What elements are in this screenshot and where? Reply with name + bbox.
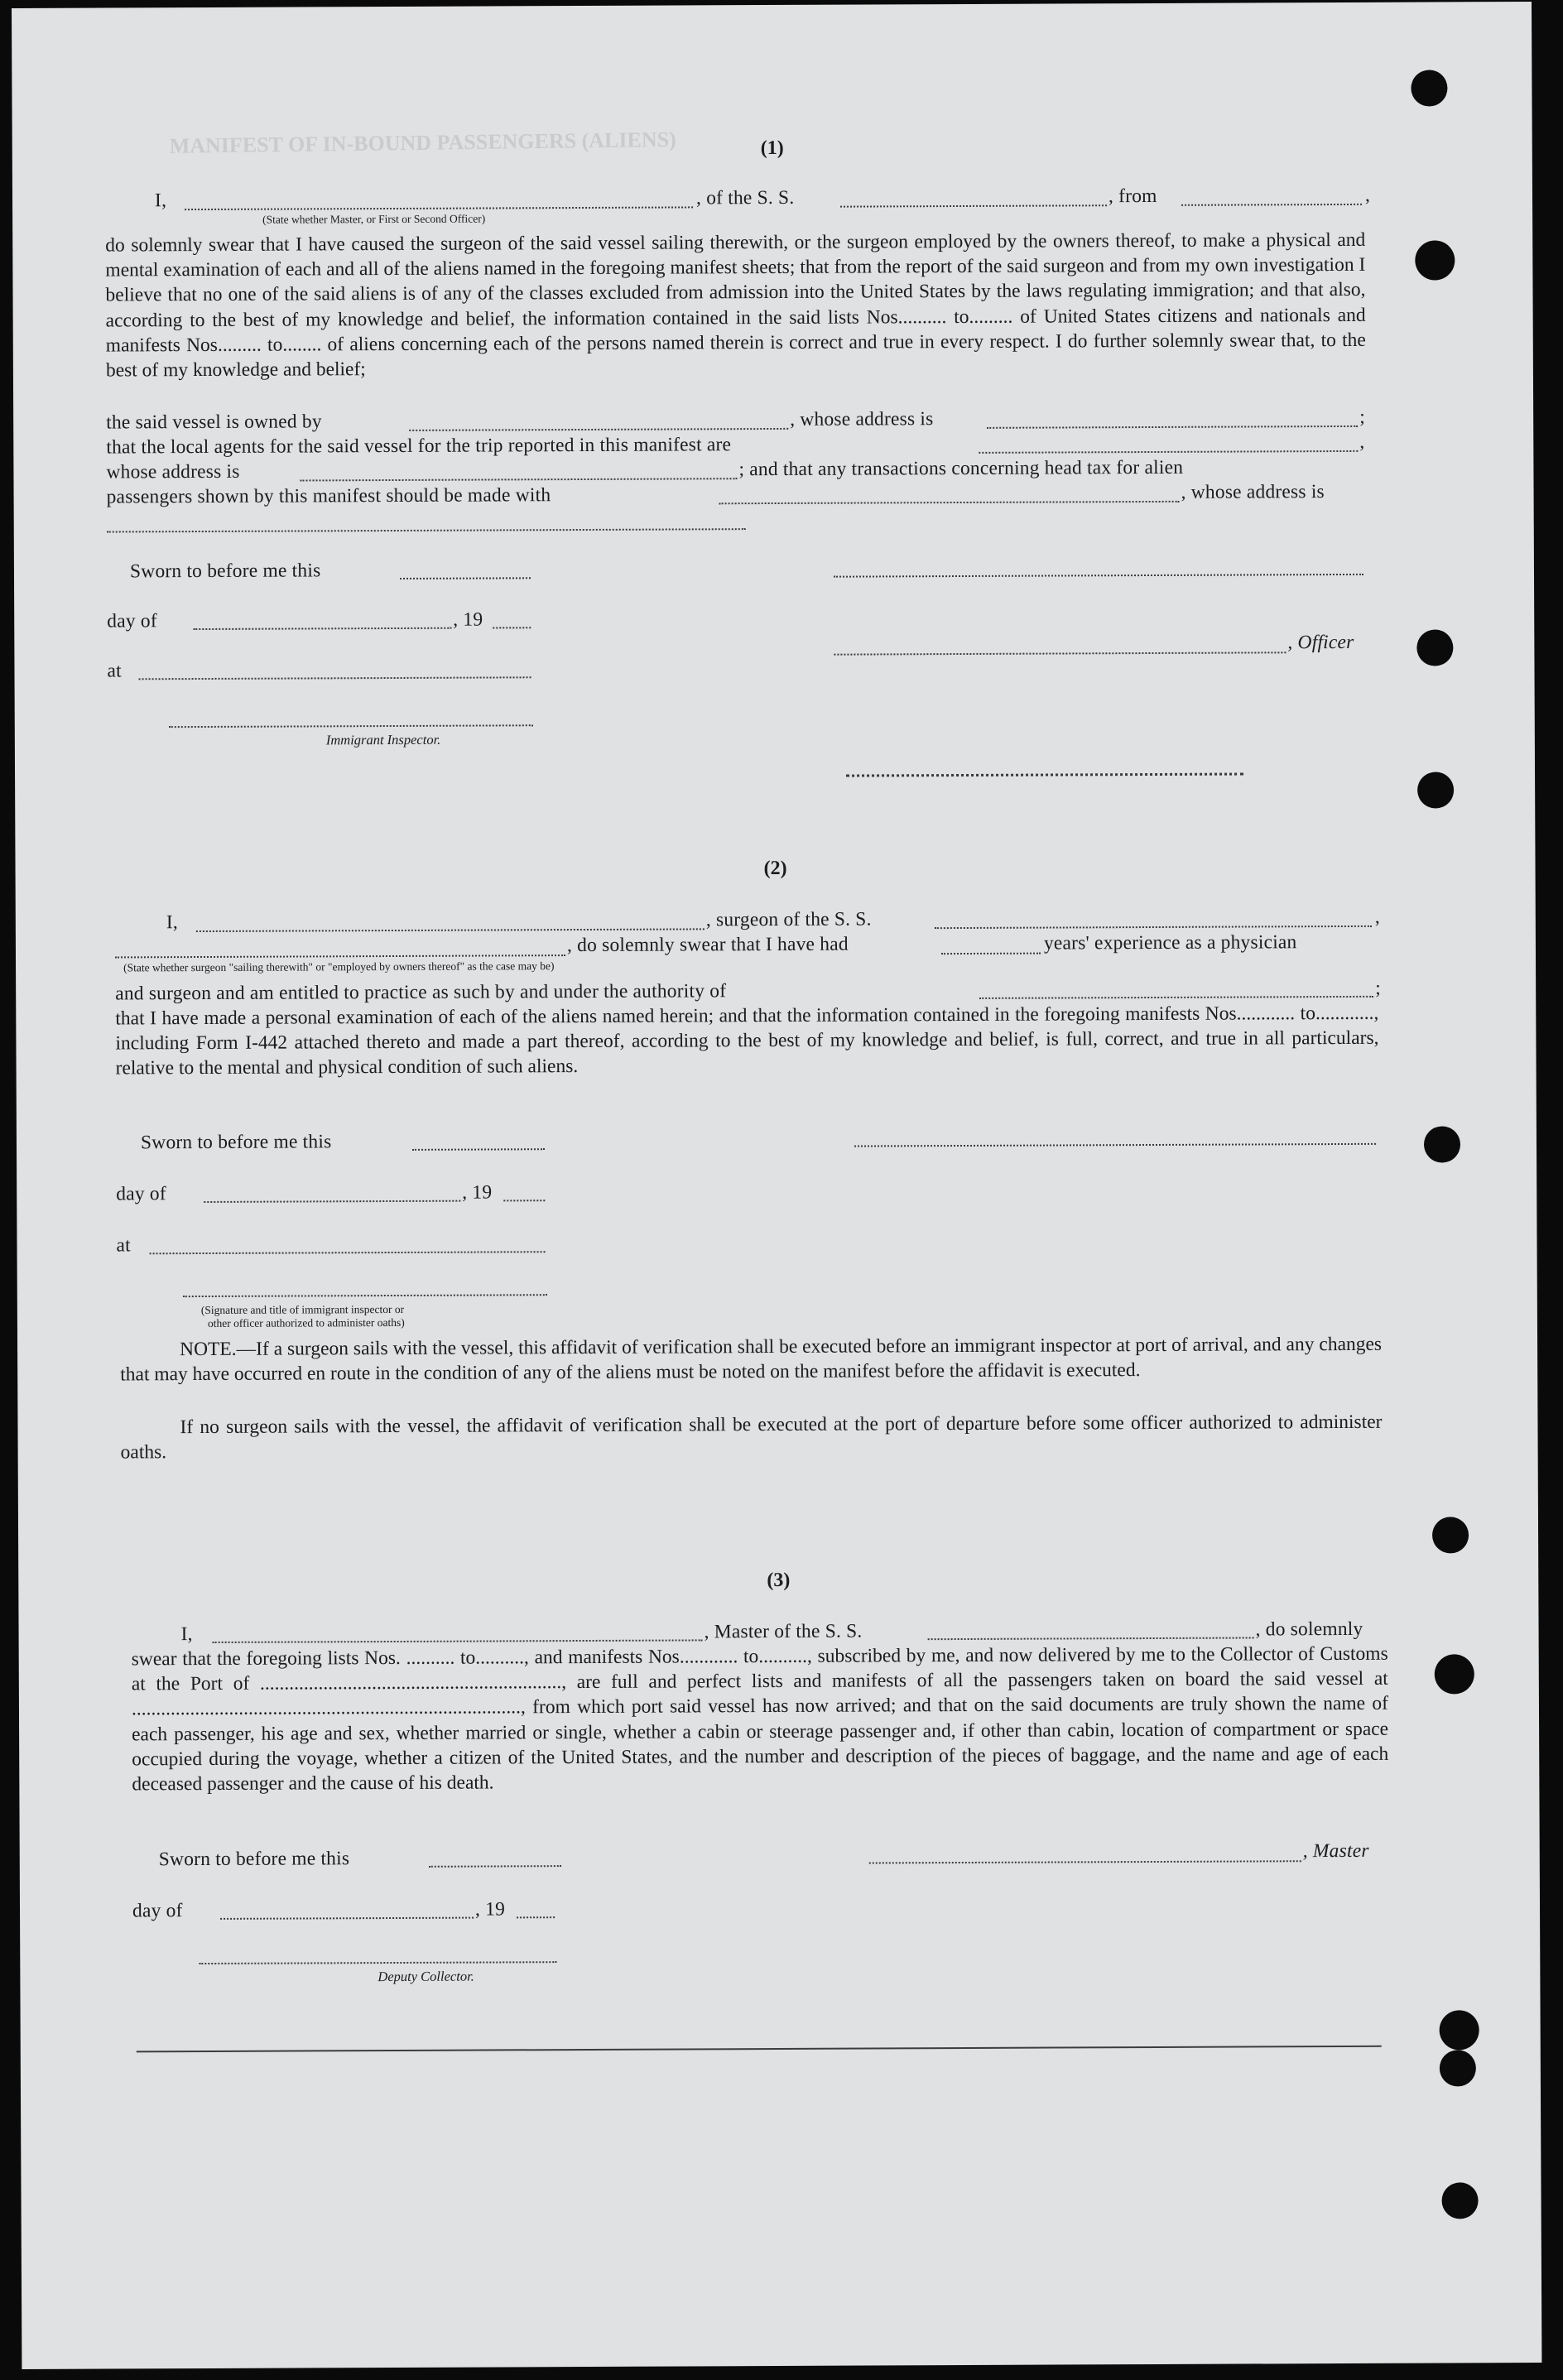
punch-hole [1440,2010,1479,2050]
s1-agents-address-field[interactable] [300,478,737,481]
s1-headtax-text: ; and that any transactions concerning head tax for alien [738,456,1184,481]
s2-line2-swear: , do solemnly swear that I have had [566,933,849,957]
s3-sworn-date-field[interactable] [429,1865,561,1868]
s1-owner-address-field[interactable] [987,426,1358,429]
s1-owned-label: the said vessel is owned by [106,411,322,434]
s1-whose-label: whose address is [106,460,240,483]
s2-line1-comma: , [1374,906,1380,928]
s3-sworn-label: Sworn to before me this [158,1848,350,1871]
s1-inspector-label: Immigrant Inspector. [325,731,441,748]
s3-deputy-label: Deputy Collector. [378,1968,474,1985]
s2-paragraph: that I have made a personal examination of each of the aliens named herein; and that the information contained in the foregoing manifests Nos............ to............, including Form I-442 attached thereto and made a part thereof, according to the best of my knowledge and belief, is full, correct, and true in all particulars, relative to the mental and physical condition of such aliens. [115,1002,1379,1079]
s1-vessel-name-field[interactable] [840,204,1107,207]
s3-vessel-field[interactable] [928,1637,1254,1640]
s1-year-field[interactable] [493,627,531,628]
s2-signature-line[interactable] [854,1143,1376,1147]
s1-at-field[interactable] [139,676,531,680]
s1-owned-address: , whose address is [790,408,934,430]
s2-authority-text: and surgeon and am entitled to practice as such by and under the authority of [115,980,727,1005]
s1-officer-label: , Officer [1287,631,1354,654]
document-sheet [12,2,1541,2369]
s2-at-label: at [116,1234,131,1257]
s2-sig-note-2: other officer authorized to administer oaths) [207,1315,405,1329]
s3-deputy-line[interactable] [199,1961,556,1964]
s1-officer-signature-line[interactable] [834,651,1286,655]
s1-headtax-party-field[interactable] [719,501,1180,504]
section-3-heading: (3) [767,1569,791,1592]
s1-owned-semicolon: ; [1359,406,1365,428]
s2-note-paragraph-2: If no surgeon sails with the vessel, the affidavit of verification shall be executed at the port of departure before some officer authorized to administer oaths. [120,1411,1383,1464]
s2-year-field[interactable] [503,1200,545,1201]
s3-line1-i: I, [180,1623,193,1646]
s2-surgeon-type-field[interactable] [115,954,565,958]
s3-line1-ss: , Master of the S. S. [704,1620,863,1643]
s2-note-paragraph: NOTE.—If a surgeon sails with the vessel, this affidavit of verification shall be executed before an immigrant inspector at port of arrival, and any changes that may have occurred en route in the condition of any of the aliens must be noted on the manifest before the affidavit is executed. [120,1333,1383,1386]
s1-officer-name-field[interactable] [185,206,693,210]
section-1-heading: (1) [760,137,784,160]
s2-sworn-date-field[interactable] [412,1148,545,1151]
s1-day-label: day of [107,610,157,632]
s1-officer-note: (State whether Master, or First or Second Officer) [262,212,486,226]
s1-from-port-field[interactable] [1181,204,1362,206]
s1-line1-comma: , [1364,184,1371,206]
s1-agents-field[interactable] [979,450,1358,454]
s2-years-field[interactable] [941,953,1041,955]
punch-hole [1432,1517,1469,1553]
s2-line2-years: years' experience as a physician [1043,931,1297,954]
s1-owner-field[interactable] [409,428,788,431]
s1-line1-i: I, [154,190,167,212]
s3-year-field[interactable] [517,1916,555,1918]
s2-year-label: , 19 [462,1181,493,1204]
punch-hole [1441,2182,1478,2219]
s1-headtax-address-field[interactable] [107,528,746,532]
s1-line1-from: , from [1108,185,1157,208]
s2-line1-i: I, [166,911,178,934]
punch-hole [1417,772,1454,808]
s2-line1-ss: , surgeon of the S. S. [705,908,872,931]
s1-year-label: , 19 [453,608,483,631]
s1-inspector-line[interactable] [169,724,533,728]
s1-day-field[interactable] [193,627,451,630]
s3-master-label: , Master [1302,1839,1369,1863]
punch-hole [1411,70,1447,106]
s2-sig-note-1: (Signature and title of immigrant inspector or [200,1302,405,1317]
s2-vessel-field[interactable] [935,926,1372,929]
section-2-heading: (2) [763,857,787,880]
s3-master-signature-line[interactable] [869,1860,1301,1863]
s2-surgeon-name-field[interactable] [196,928,705,932]
s2-day-label: day of [116,1183,166,1205]
s1-sworn-date-field[interactable] [400,577,531,579]
s1-paragraph: do solemnly swear that I have caused the surgeon of the said vessel sailing therewith, or the surgeon employed by the owners thereof, to make a physical and mental examination of each and all of the aliens named in the foregoing manifest sheets; that from the report of the said surgeon and from my own investigation I believe that no one of the said aliens is of any of the classes excluded from admission into the United States by the laws regulating immigration; and that also, according to the best of my knowledge and belief, the information contained in the said lists Nos.......... to......... of United States citizens and nationals and manifests Nos......... to........ of aliens concerning each of the persons named therein is correct and true in every respect. I do further solemnly swear that, to the best of my knowledge and belief; [105,228,1366,382]
punch-hole [1415,240,1455,280]
bleed-through-text: MANIFEST OF IN-BOUND PASSENGERS (ALIENS) [169,127,676,158]
s2-inspector-line[interactable] [183,1294,547,1297]
s3-day-field[interactable] [220,1917,474,1920]
punch-hole [1416,629,1453,666]
s2-sworn-label: Sworn to before me this [140,1131,332,1154]
s3-day-label: day of [132,1900,183,1922]
s2-authority-semicolon: ; [1375,977,1381,999]
s1-at-label: at [107,660,122,682]
s1-agents-comma: , [1359,430,1365,453]
punch-hole [1435,1654,1474,1694]
s3-paragraph: swear that the foregoing lists Nos. .......... to.........., and manifests Nos............ to.........., subscribed by me, and now delivered by me to the Collector of Customs at the Port of .............................................................., are full and perfect lists and manifests of all the passengers taken on board the said vessel at ................................................................................, from which port said vessel has now arrived; and that on the said documents are truly shown the name of each passenger, his age and sex, whether married or single, whether a cabin or steerage passenger and, if other than cabin, location of compartment or space occupied during the voyage, whether a citizen of the United States, and the number and description of the pieces of baggage, and the name and age of each deceased passenger and the cause of his death. [131,1642,1389,1796]
s3-master-name-field[interactable] [213,1639,703,1643]
punch-hole [1424,1126,1460,1162]
s1-passengers-label: passengers shown by this manifest should be made with [106,484,551,508]
s2-authority-field[interactable] [979,996,1373,999]
s1-line1-ss: , of the S. S. [695,186,795,209]
s3-line1-solemnly: , do solemnly [1255,1618,1363,1641]
bottom-rule [137,2046,1382,2053]
s1-sworn-label: Sworn to before me this [129,560,321,583]
s2-day-field[interactable] [204,1200,460,1203]
s1-passengers-address: , whose address is [1181,481,1325,503]
s2-surgeon-note: (State whether surgeon "sailing therewith" or "employed by owners thereof" as the case may be) [123,959,555,974]
s1-agents-label: that the local agents for the said vessel for the trip reported in this manifest are [106,434,732,459]
s1-dotted-rule [846,773,1243,777]
s1-signature-line[interactable] [834,574,1363,578]
s2-at-field[interactable] [150,1251,546,1254]
punch-hole [1440,2050,1476,2086]
s3-year-label: , 19 [474,1898,506,1921]
